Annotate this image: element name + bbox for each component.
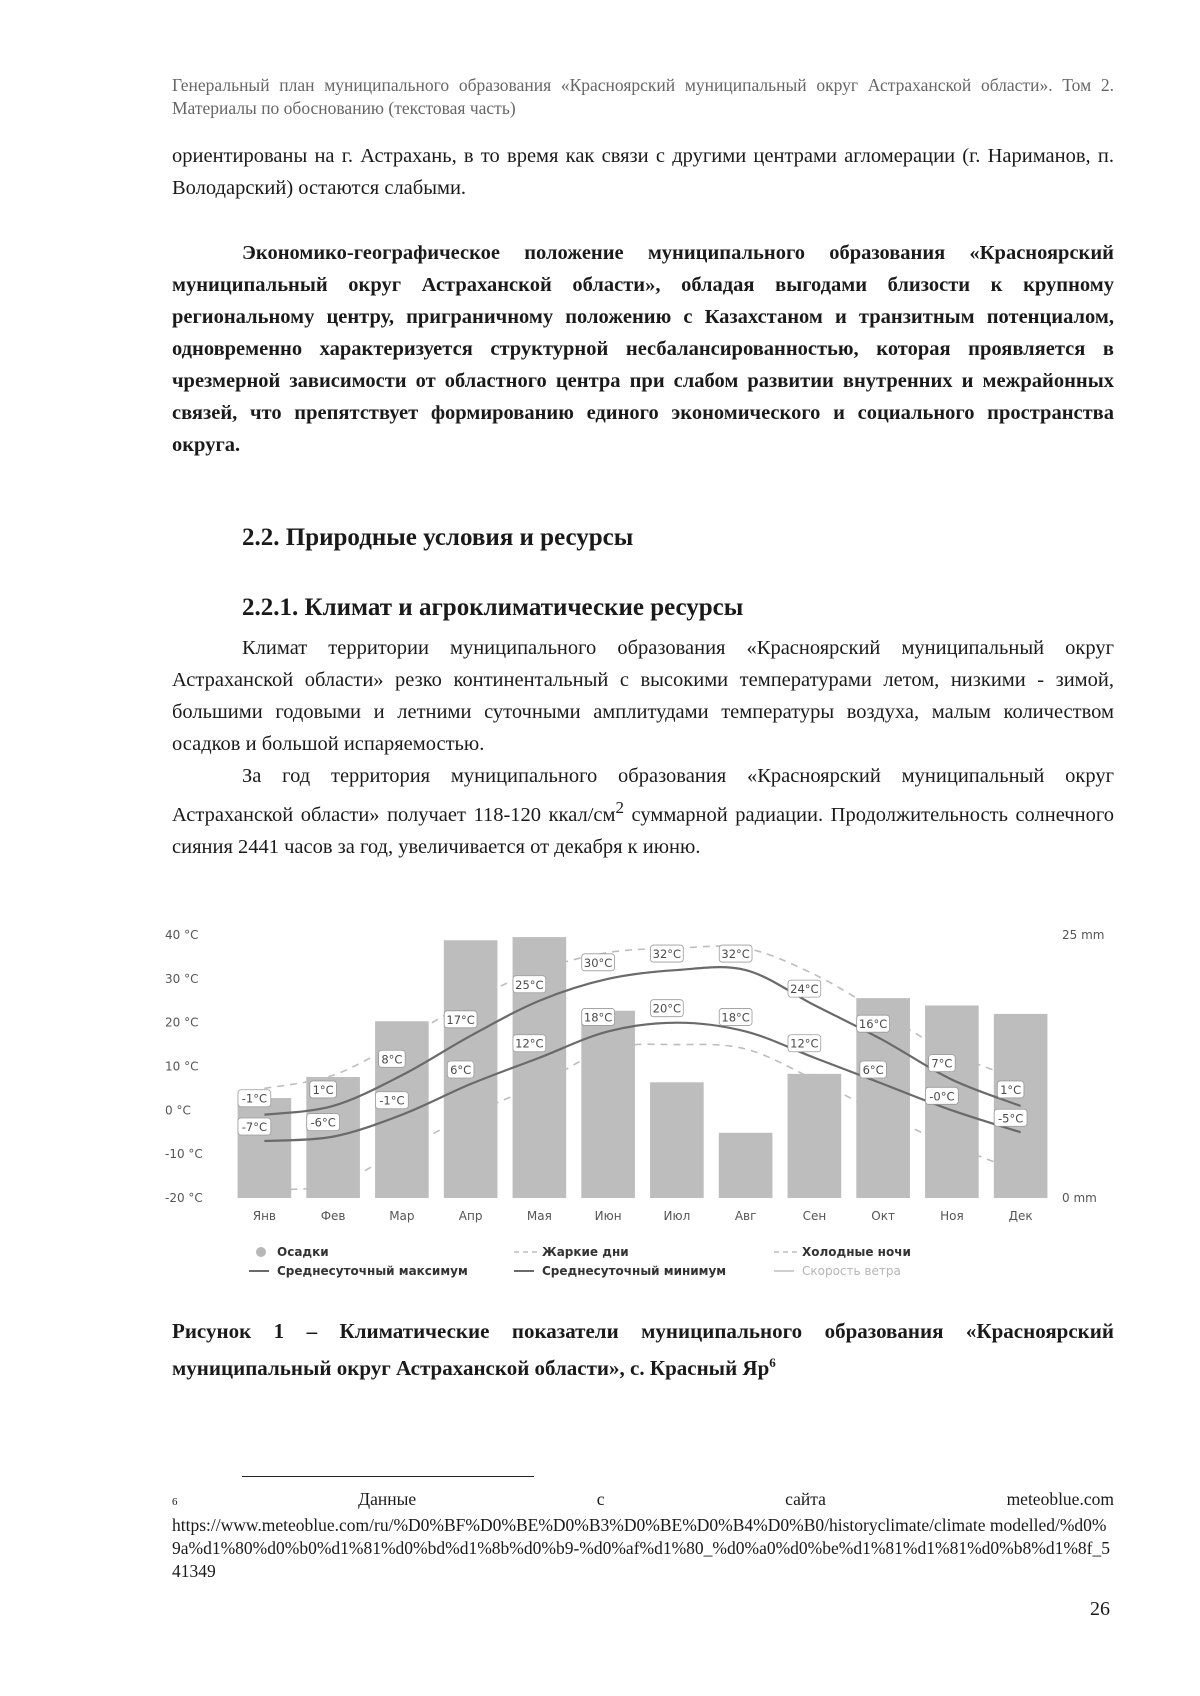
y-axis-tick-label: 30 °C xyxy=(165,971,199,986)
temperature-label: 17°C xyxy=(446,1012,475,1027)
x-axis-tick-label: Ноя xyxy=(940,1209,964,1223)
temperature-label: 12°C xyxy=(790,1036,819,1051)
paragraph-radiation xyxy=(172,760,1114,863)
legend-swatch-dot xyxy=(256,1247,266,1257)
temperature-label: -6°C xyxy=(310,1115,336,1130)
precipitation-bar xyxy=(650,1082,704,1198)
x-axis-tick-label: Окт xyxy=(871,1209,895,1223)
temperature-label: 18°C xyxy=(721,1010,750,1025)
legend-label: Среднесуточный максимум xyxy=(277,1264,468,1278)
y-axis-tick-label: 10 °C xyxy=(165,1059,199,1074)
figure-caption-footnote-ref: 6 xyxy=(769,1355,776,1370)
footnote-first-line xyxy=(172,1488,1114,1514)
temperature-label: 25°C xyxy=(515,977,544,992)
legend-label: Среднесуточный минимум xyxy=(542,1264,727,1278)
temperature-label: 1°C xyxy=(1000,1082,1022,1097)
chart-legend xyxy=(249,1245,911,1278)
temperature-label: 7°C xyxy=(931,1056,953,1071)
paragraph-economic-geography: Экономико-географическое положение муниципального образования «Красноярский муниципальный округ Астраханской области», обладая выгодами близости к крупному региональному центру, приграничному положению с Казахстаном и транзитным потенциалом, одновременно характеризуется структурной несбалансированностью, которая проявляется в чрезмерной зависимости от областного центра при слабом развитии внутренних и межрайонных связей, что препятствует формированию единого экономического и социального пространства округа. xyxy=(172,242,1114,456)
radiation-text-before: За год территория муниципального образования «Красноярский муниципальный округ Астраханской области» получает 118-120 ккал/см xyxy=(172,765,1114,826)
legend-label: Жаркие дни xyxy=(542,1245,629,1259)
page-number: 26 xyxy=(1090,1598,1110,1620)
x-axis-tick-label: Фев xyxy=(320,1209,346,1223)
y-axis-tick-label: 40 °C xyxy=(165,928,199,942)
temperature-label: 16°C xyxy=(858,1017,888,1032)
precipitation-bar xyxy=(375,1021,429,1198)
x-axis-tick-label: Сен xyxy=(802,1209,827,1223)
temperature-label: 20°C xyxy=(652,1001,682,1016)
y-axis-tick-label: 0 °C xyxy=(165,1103,191,1118)
section-heading-natural-conditions: 2.2. Природные условия и ресурсы xyxy=(242,524,634,551)
footnote-url[interactable]: https://www.meteoblue.com/ru/%D0%BF%D0%BE%D0%B3%D0%BE%D0%B4%D0%B0/historyclimate/climate modelled/%d0%9a%d1%80%d0%b0%d1%81%d0%bd%d1%8b%d0%b9-%d0%af%d1%80_%d0%a0%d0%be%d1%81%d1%81%d0%b8%d1%8f_541349 xyxy=(172,1515,1110,1581)
footnote-number: 6 xyxy=(172,1496,178,1508)
y-axis-tick-label: 20 °C xyxy=(165,1015,199,1030)
figure-caption-text: Рисунок 1 – Климатические показатели муниципального образования «Красноярский муниципальный округ Астраханской области», с. Красный Яр xyxy=(172,1319,1114,1380)
y-axis-tick-label: -20 °C xyxy=(165,1191,203,1205)
figure-caption xyxy=(172,1315,1114,1384)
temperature-label: -0°C xyxy=(929,1089,955,1104)
legend-item xyxy=(514,1245,629,1259)
footnote-word: с xyxy=(596,1489,605,1509)
climate-chart xyxy=(160,920,1120,1290)
y-axis-tick-label: -10 °C xyxy=(165,1147,203,1162)
legend-item xyxy=(774,1264,901,1278)
x-axis-tick-label: Апр xyxy=(458,1209,483,1223)
temperature-label: 30°C xyxy=(583,955,613,970)
legend-item xyxy=(256,1245,329,1259)
precipitation-bar xyxy=(788,1074,842,1198)
running-header: Генеральный план муниципального образования «Красноярский муниципальный округ Астраханской области». Том 2. Материалы по обоснованию (текстовая часть) xyxy=(172,75,1114,118)
temperature-label: 8°C xyxy=(381,1052,403,1067)
x-axis-tick-label: Июл xyxy=(663,1209,691,1223)
x-axis-tick-label: Дек xyxy=(1008,1209,1033,1223)
temperature-label: 12°C xyxy=(515,1036,544,1051)
footnote-divider xyxy=(242,1476,534,1477)
radiation-superscript: 2 xyxy=(615,798,625,817)
temperature-label: 32°C xyxy=(721,947,750,962)
temperature-label: -7°C xyxy=(241,1120,267,1135)
subsection-heading-climate: 2.2.1. Климат и агроклиматические ресурсы xyxy=(242,594,744,621)
paragraph-connections: ориентированы на г. Астрахань, в то время как связи с другими центрами агломерации (г. Нариманов, п. Володарский) остаются слабыми. xyxy=(172,145,1114,199)
x-axis-tick-label: Мая xyxy=(526,1209,552,1223)
x-axis-tick-label: Июн xyxy=(594,1209,622,1223)
x-axis-tick-label: Мар xyxy=(389,1209,415,1223)
x-axis-tick-label: Янв xyxy=(252,1209,277,1223)
y2-axis-tick-label: 0 mm xyxy=(1062,1191,1097,1205)
legend-label: Осадки xyxy=(277,1245,329,1259)
legend-item xyxy=(514,1264,726,1278)
temperature-label: 1°C xyxy=(312,1082,334,1097)
legend-item xyxy=(774,1245,911,1259)
temperature-label: 24°C xyxy=(790,982,819,997)
legend-label: Скорость ветра xyxy=(802,1264,901,1278)
paragraph-climate: Климат территории муниципального образования «Красноярский муниципальный округ Астраханской области» резко континентальный с высокими температурами летом, низкими - зимой, большими годовыми и летними суточными амплитудами температуры воздуха, малым количеством осадков и большой испаряемостью. xyxy=(172,637,1114,755)
temperature-label: -1°C xyxy=(241,1091,267,1106)
y2-axis-tick-label: 25 mm xyxy=(1062,928,1105,942)
radiation-text-after: суммарной радиации. Продолжительность солнечного сияния 2441 часов за год, увеличивается от декабря к июню. xyxy=(172,803,1114,858)
legend-item xyxy=(249,1264,468,1278)
footnote-word: сайта xyxy=(785,1489,826,1509)
temperature-label: -1°C xyxy=(379,1093,405,1108)
footnote-word: Данные xyxy=(358,1489,417,1509)
footnote xyxy=(172,1488,1114,1583)
temperature-label: -5°C xyxy=(998,1111,1024,1126)
legend-label: Холодные ночи xyxy=(802,1245,911,1259)
temperature-label: 6°C xyxy=(450,1063,472,1078)
footnote-word: meteoblue.com xyxy=(1006,1489,1114,1509)
temperature-label: 18°C xyxy=(583,1010,613,1025)
precipitation-bars xyxy=(238,937,1048,1198)
temperature-label: 6°C xyxy=(862,1063,884,1078)
precipitation-bar xyxy=(719,1133,773,1198)
temperature-label: 32°C xyxy=(652,947,682,962)
x-axis-tick-label: Авг xyxy=(734,1209,757,1223)
precipitation-bar xyxy=(581,1011,635,1198)
